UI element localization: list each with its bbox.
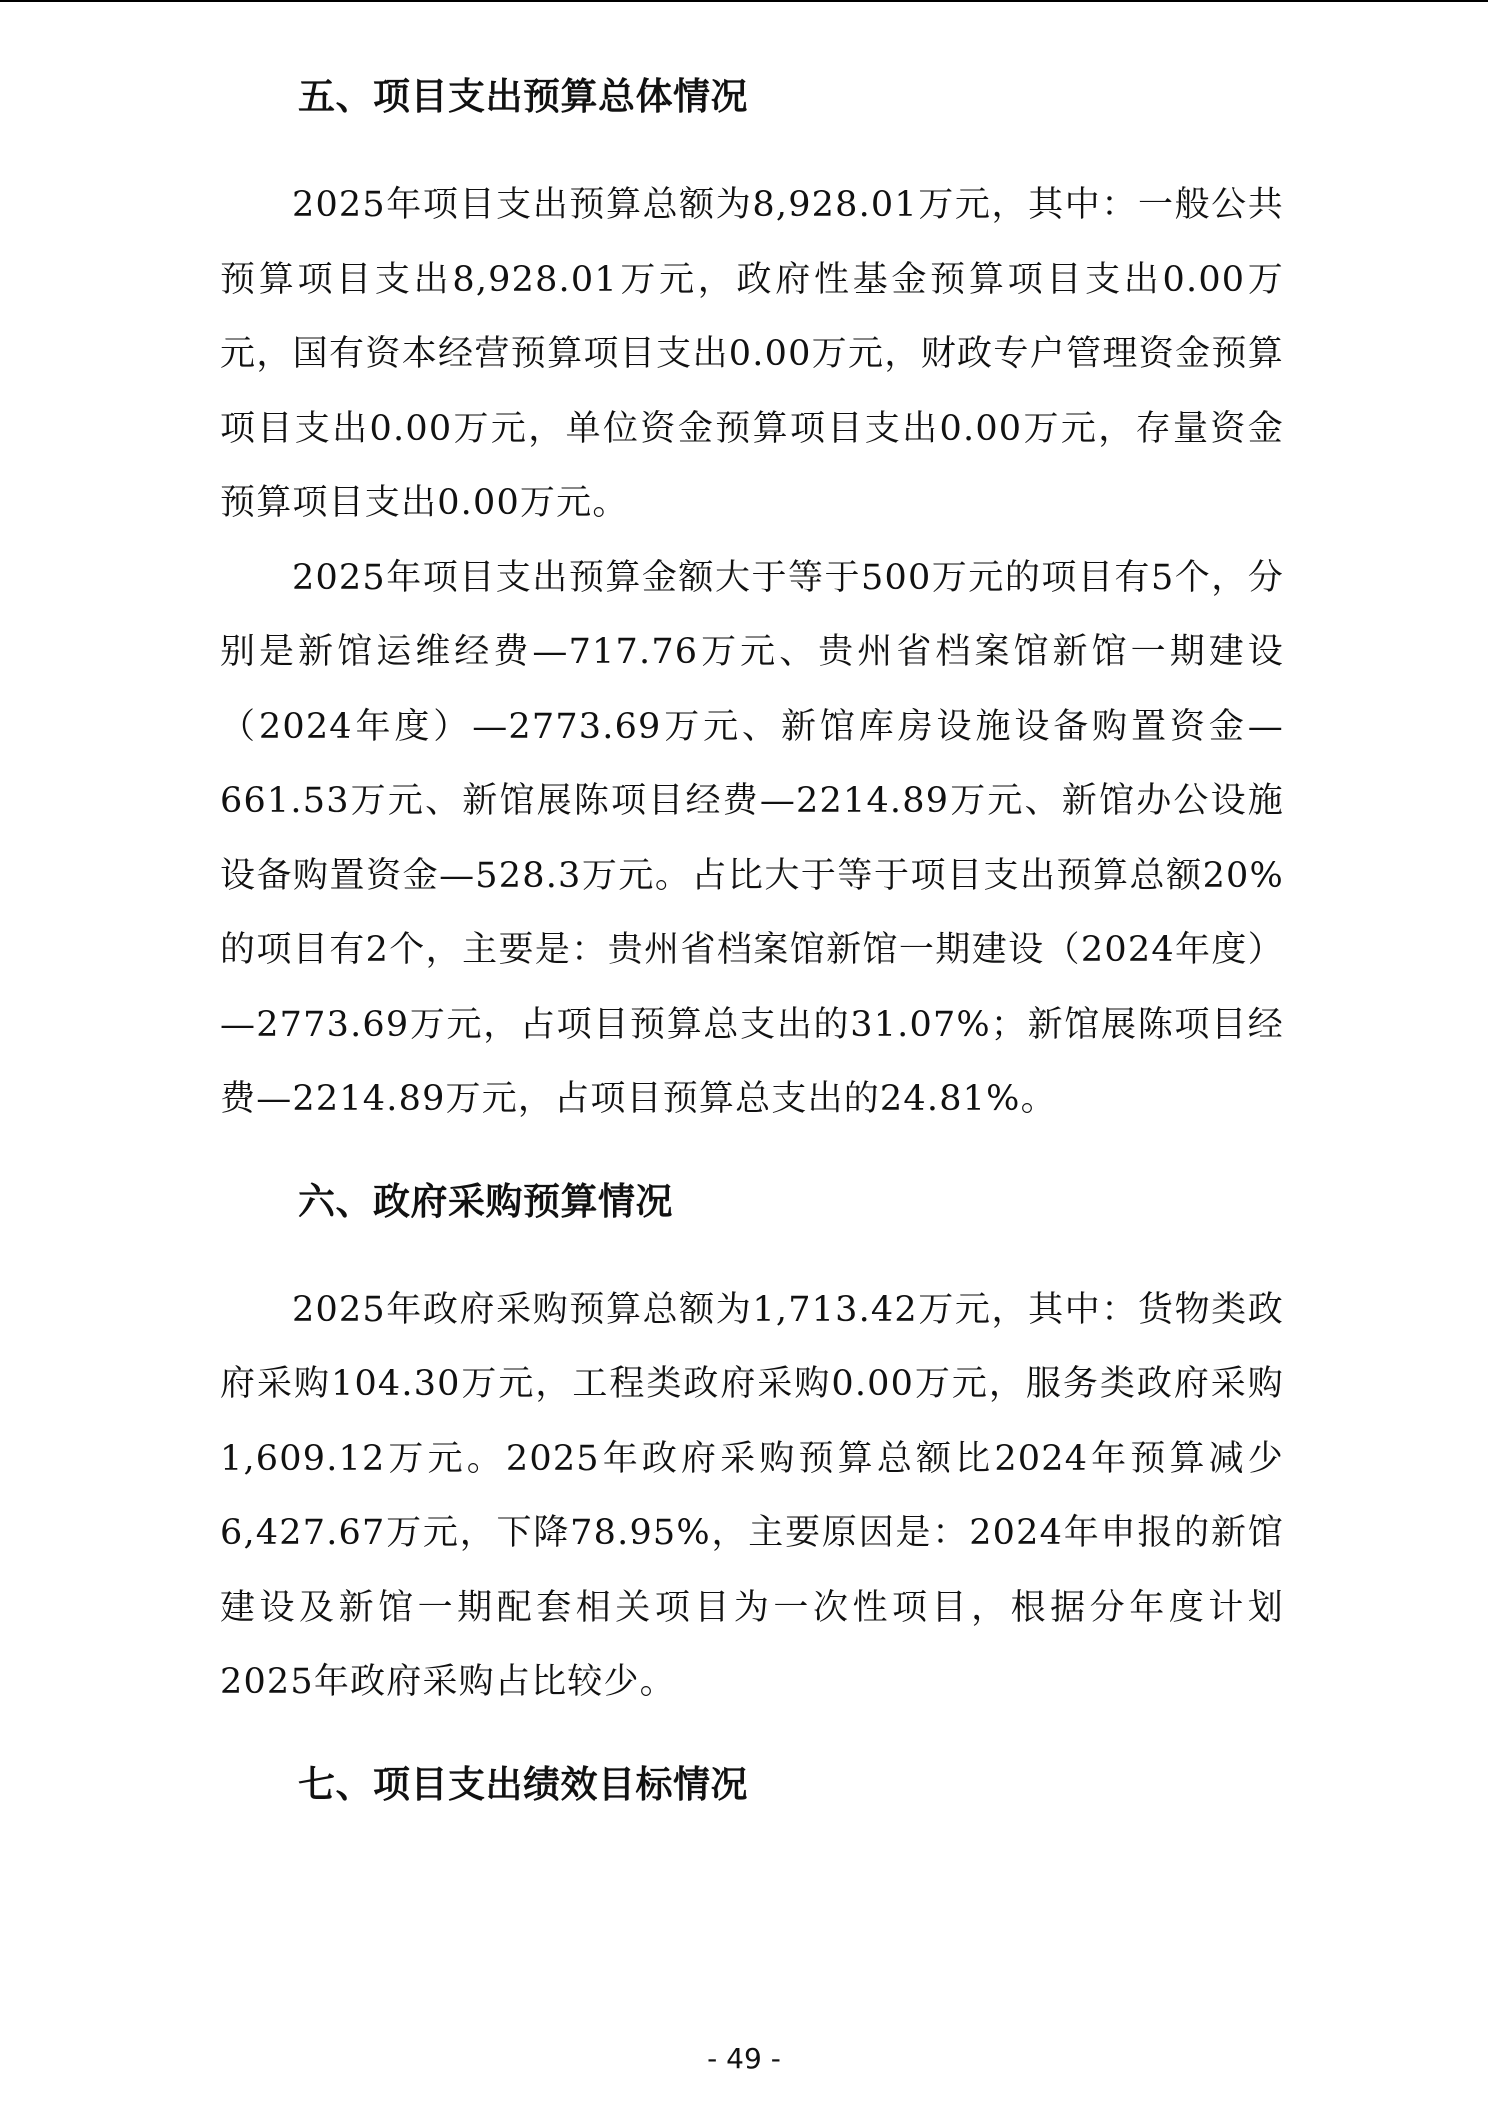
paragraph-procurement-budget: 2025年政府采购预算总额为1,713.42万元，其中：货物类政府采购104.30万元，工程类政府采购0.00万元，服务类政府采购1,609.12万元。2025年政府采购预算总额比2024年预算减少6,427.67万元，下降78.95%，主要原因是：2024年申报的新馆建设及新馆一期配套相关项目为一次性项目，根据分年度计划2025年政府采购占比较少。	[220, 1289, 1284, 1702]
section-heading-procurement: 六、政府采购预算情况	[298, 1179, 673, 1223]
paragraph-project-budget-total: 2025年项目支出预算总额为8,928.01万元，其中：一般公共预算项目支出8,928.01万元，政府性基金预算项目支出0.00万元，国有资本经营预算项目支出0.00万元，财政专户管理资金预算项目支出0.00万元，单位资金预算项目支出0.00万元，存量资金预算项目支出0.00万元。	[220, 185, 1284, 523]
section-heading-performance-goals: 七、项目支出绩效目标情况	[298, 1762, 748, 1806]
section-heading-project-expenditure: 五、项目支出预算总体情况	[298, 75, 748, 118]
paragraph-major-projects: 2025年项目支出预算金额大于等于500万元的项目有5个，分别是新馆运维经费—717.76万元、贵州省档案馆新馆一期建设（2024年度）—2773.69万元、新馆库房设施设备购置资金—661.53万元、新馆展陈项目经费—2214.89万元、新馆办公设施设备购置资金—528.3万元。占比大于等于项目支出预算总额20%的项目有2个，主要是：贵州省档案馆新馆一期建设（2024年度）—2773.69万元，占项目预算总支出的31.07%；新馆展陈项目经费—2214.89万元，占项目预算总支出的24.81%。	[220, 557, 1284, 1119]
page-number: - 49 -	[707, 2042, 781, 2075]
document-body	[220, 72, 1284, 1810]
